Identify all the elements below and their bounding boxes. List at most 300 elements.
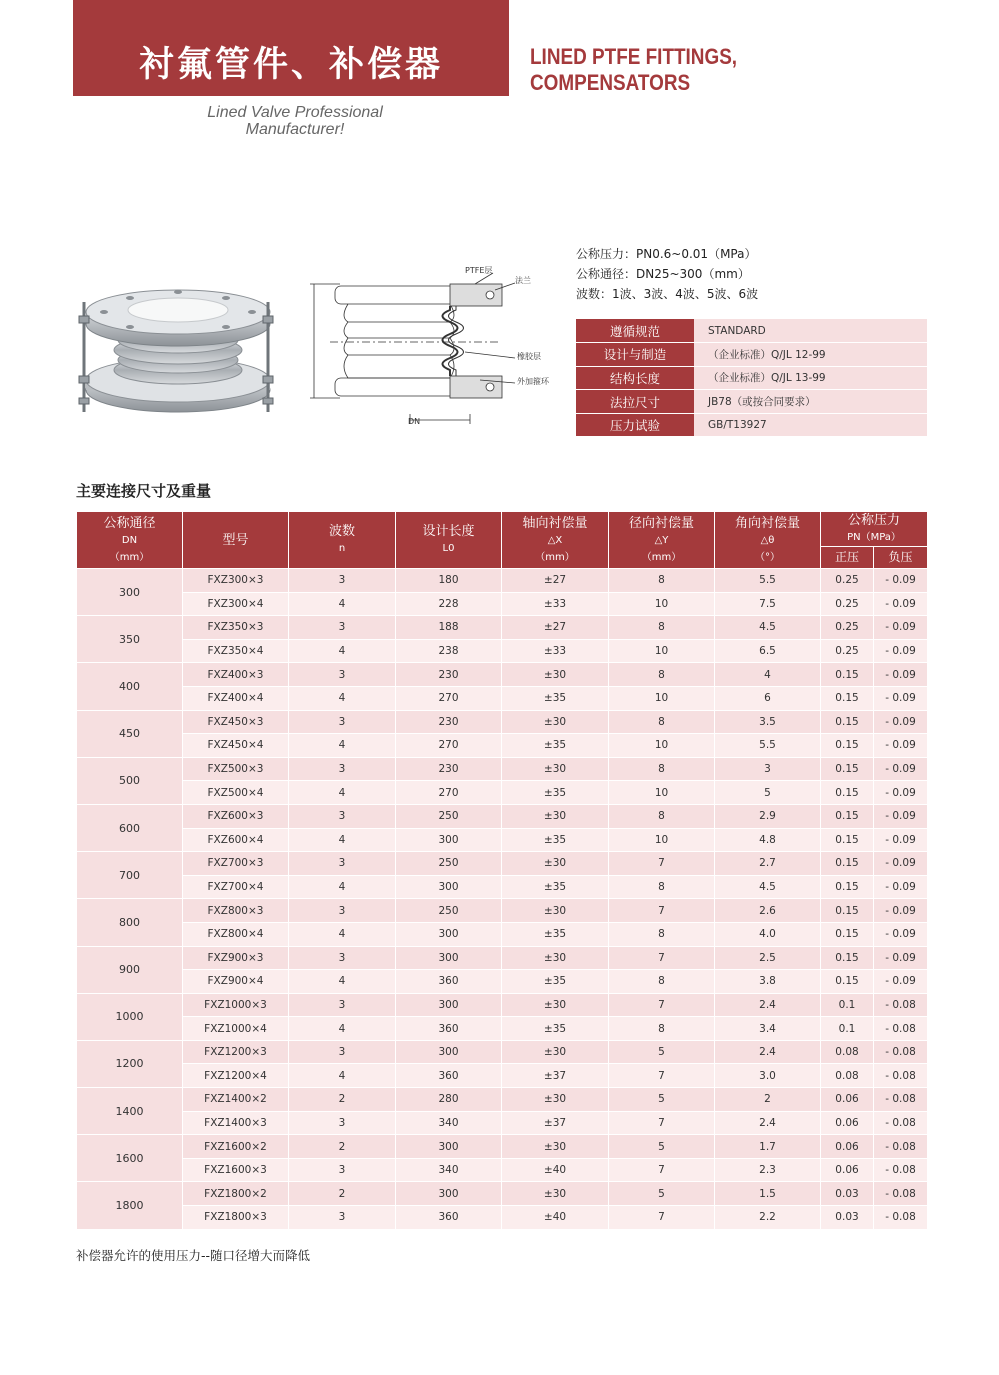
standards-value: （企业标准）Q/JL 12-99: [694, 343, 927, 367]
cell-length: 228: [396, 592, 502, 616]
cell-waves: 3: [289, 663, 396, 687]
cell-waves: 3: [289, 616, 396, 640]
cell-dn: 1200: [77, 1040, 183, 1087]
cell-radial: 7: [609, 946, 715, 970]
header-angular: [715, 512, 821, 569]
standards-value: （企业标准）Q/JL 13-99: [694, 366, 927, 390]
cell-pn-negative: - 0.08: [874, 1040, 928, 1064]
cell-pn-positive: 0.25: [821, 639, 874, 663]
cell-axial: ±37: [502, 1111, 609, 1135]
cell-pn-positive: 0.03: [821, 1182, 874, 1206]
header-axial-3: （mm）: [535, 551, 575, 563]
cell-waves: 2: [289, 1088, 396, 1112]
table-row: [77, 804, 928, 828]
table-row: [77, 757, 928, 781]
cell-length: 250: [396, 804, 502, 828]
flange-label: 法兰: [515, 276, 531, 285]
cell-angular: 2.4: [715, 993, 821, 1017]
cell-waves: 4: [289, 1017, 396, 1041]
cell-waves: 3: [289, 1040, 396, 1064]
cell-length: 188: [396, 616, 502, 640]
cell-model: FXZ900×3: [183, 946, 289, 970]
cell-dn: 1000: [77, 993, 183, 1040]
cell-axial: ±30: [502, 993, 609, 1017]
table-row: [77, 1064, 928, 1088]
standards-table: [576, 319, 927, 437]
cell-angular: 2.6: [715, 899, 821, 923]
table-row: [77, 1182, 928, 1206]
cell-pn-negative: - 0.09: [874, 734, 928, 758]
table-row: [77, 686, 928, 710]
cell-pn-negative: - 0.08: [874, 1111, 928, 1135]
header-pn-1: 公称压力: [848, 513, 901, 528]
cell-radial: 7: [609, 1206, 715, 1230]
cell-waves: 3: [289, 899, 396, 923]
header-waves-1: 波数: [328, 524, 355, 539]
cell-waves: 3: [289, 569, 396, 593]
table-row: [77, 852, 928, 876]
cell-pn-positive: 0.15: [821, 852, 874, 876]
cell-angular: 3.5: [715, 710, 821, 734]
cell-model: FXZ1600×2: [183, 1135, 289, 1159]
cell-axial: ±37: [502, 1064, 609, 1088]
cell-radial: 8: [609, 970, 715, 994]
cell-angular: 2.4: [715, 1040, 821, 1064]
cell-model: FXZ800×4: [183, 922, 289, 946]
dimensions-table-body: [77, 569, 928, 1230]
cell-dn: 1600: [77, 1135, 183, 1182]
cell-pn-negative: - 0.08: [874, 1206, 928, 1230]
cell-pn-negative: - 0.09: [874, 663, 928, 687]
cell-angular: 2.4: [715, 1111, 821, 1135]
cell-radial: 10: [609, 686, 715, 710]
table-row: [77, 1206, 928, 1230]
cell-dn: 700: [77, 852, 183, 899]
cell-waves: 4: [289, 592, 396, 616]
cell-length: 250: [396, 852, 502, 876]
cell-angular: 3.0: [715, 1064, 821, 1088]
header-waves-2: n: [338, 543, 346, 554]
cell-radial: 10: [609, 592, 715, 616]
cell-axial: ±27: [502, 569, 609, 593]
cell-pn-negative: - 0.09: [874, 639, 928, 663]
cell-angular: 2.9: [715, 804, 821, 828]
english-title-line-2: COMPENSATORS: [530, 70, 691, 95]
cell-angular: 3.4: [715, 1017, 821, 1041]
header-axial-2: △X: [547, 534, 563, 546]
cell-radial: 5: [609, 1135, 715, 1159]
cell-pn-negative: - 0.09: [874, 616, 928, 640]
cell-length: 270: [396, 781, 502, 805]
cell-length: 340: [396, 1111, 502, 1135]
cell-waves: 3: [289, 1111, 396, 1135]
cell-radial: 8: [609, 875, 715, 899]
standards-row: [576, 319, 927, 343]
cell-pn-positive: 0.1: [821, 1017, 874, 1041]
cell-pn-positive: 0.15: [821, 781, 874, 805]
cell-pn-negative: - 0.09: [874, 828, 928, 852]
dn-label: DN: [408, 417, 421, 426]
cell-pn-positive: 0.06: [821, 1111, 874, 1135]
cell-angular: 4: [715, 663, 821, 687]
cell-axial: ±35: [502, 922, 609, 946]
cell-model: FXZ1800×2: [183, 1182, 289, 1206]
cell-length: 300: [396, 1040, 502, 1064]
cell-pn-positive: 0.08: [821, 1064, 874, 1088]
table-row: [77, 1040, 928, 1064]
cell-dn: 1800: [77, 1182, 183, 1229]
cell-pn-negative: - 0.09: [874, 686, 928, 710]
cell-axial: ±35: [502, 875, 609, 899]
cell-model: FXZ350×4: [183, 639, 289, 663]
standards-key: 法拉尺寸: [576, 390, 694, 414]
cell-pn-positive: 0.03: [821, 1206, 874, 1230]
header-model: 型号: [183, 512, 289, 569]
cell-angular: 2.3: [715, 1158, 821, 1182]
cell-waves: 3: [289, 804, 396, 828]
cell-radial: 7: [609, 1158, 715, 1182]
cell-pn-negative: - 0.08: [874, 993, 928, 1017]
cell-waves: 3: [289, 710, 396, 734]
cell-pn-negative: - 0.09: [874, 781, 928, 805]
table-row: [77, 1017, 928, 1041]
cell-axial: ±30: [502, 1040, 609, 1064]
header-radial-2: △Y: [654, 534, 669, 546]
cell-model: FXZ300×4: [183, 592, 289, 616]
cell-angular: 6: [715, 686, 821, 710]
cell-radial: 10: [609, 734, 715, 758]
table-row: [77, 592, 928, 616]
cell-model: FXZ1200×4: [183, 1064, 289, 1088]
cell-pn-negative: - 0.09: [874, 852, 928, 876]
slogan-line-2: Manufacturer!: [245, 121, 345, 138]
header-waves: [289, 512, 396, 569]
cell-angular: 4.5: [715, 616, 821, 640]
cell-length: 230: [396, 663, 502, 687]
cell-pn-negative: - 0.09: [874, 592, 928, 616]
standards-value: GB/T13927: [694, 413, 927, 437]
table-row: [77, 734, 928, 758]
spec-lines: [576, 244, 758, 304]
cell-axial: ±27: [502, 616, 609, 640]
cell-waves: 3: [289, 946, 396, 970]
cell-model: FXZ400×4: [183, 686, 289, 710]
cell-length: 230: [396, 710, 502, 734]
cell-axial: ±35: [502, 970, 609, 994]
outer-ring-label: 外加箍环: [517, 377, 549, 386]
cell-angular: 2.7: [715, 852, 821, 876]
cell-axial: ±30: [502, 804, 609, 828]
cell-radial: 7: [609, 993, 715, 1017]
english-title-line-1: LINED PTFE FITTINGS,: [530, 44, 738, 69]
cell-pn-positive: 0.15: [821, 875, 874, 899]
cell-length: 238: [396, 639, 502, 663]
cell-waves: 3: [289, 757, 396, 781]
dimensions-table: [76, 511, 928, 1230]
cell-axial: ±35: [502, 734, 609, 758]
cell-waves: 4: [289, 734, 396, 758]
cell-radial: 7: [609, 899, 715, 923]
cell-radial: 5: [609, 1088, 715, 1112]
table-row: [77, 1135, 928, 1159]
cell-model: FXZ900×4: [183, 970, 289, 994]
cell-radial: 7: [609, 1064, 715, 1088]
header-radial-1: 径向衬偿量: [628, 515, 694, 531]
cell-pn-negative: - 0.08: [874, 1017, 928, 1041]
cell-pn-negative: - 0.09: [874, 899, 928, 923]
cell-length: 270: [396, 734, 502, 758]
title-band: [73, 0, 509, 96]
section-drawing: [300, 262, 575, 432]
english-title: [530, 44, 737, 96]
header-dn-3: （mm）: [109, 551, 150, 563]
cell-pn-positive: 0.15: [821, 663, 874, 687]
cell-waves: 4: [289, 686, 396, 710]
cell-model: FXZ450×4: [183, 734, 289, 758]
cell-radial: 10: [609, 828, 715, 852]
section-title: 主要连接尺寸及重量: [76, 482, 212, 500]
cell-pn-positive: 0.15: [821, 804, 874, 828]
table-row: [77, 828, 928, 852]
cell-pn-negative: - 0.09: [874, 757, 928, 781]
cell-model: FXZ800×3: [183, 899, 289, 923]
cell-axial: ±30: [502, 757, 609, 781]
header-pn-2: PN（MPa）: [847, 532, 901, 543]
ptfe-layer-label: PTFE层: [465, 266, 493, 275]
cell-pn-negative: - 0.09: [874, 970, 928, 994]
table-row: [77, 946, 928, 970]
cell-length: 360: [396, 1064, 502, 1088]
cell-model: FXZ1800×3: [183, 1206, 289, 1230]
cell-radial: 5: [609, 1040, 715, 1064]
cell-waves: 3: [289, 1158, 396, 1182]
cell-waves: 4: [289, 922, 396, 946]
cell-pn-positive: 0.06: [821, 1158, 874, 1182]
cell-length: 230: [396, 757, 502, 781]
cell-angular: 7.5: [715, 592, 821, 616]
cell-length: 300: [396, 1135, 502, 1159]
cell-model: FXZ500×4: [183, 781, 289, 805]
cell-axial: ±30: [502, 710, 609, 734]
cell-axial: ±33: [502, 592, 609, 616]
cell-angular: 1.5: [715, 1182, 821, 1206]
cell-radial: 7: [609, 852, 715, 876]
table-row: [77, 781, 928, 805]
cell-axial: ±30: [502, 663, 609, 687]
cell-axial: ±35: [502, 1017, 609, 1041]
cell-radial: 8: [609, 922, 715, 946]
cell-pn-positive: 0.15: [821, 710, 874, 734]
cell-axial: ±33: [502, 639, 609, 663]
cell-angular: 4.8: [715, 828, 821, 852]
cell-length: 250: [396, 899, 502, 923]
cell-axial: ±30: [502, 899, 609, 923]
cell-waves: 4: [289, 828, 396, 852]
header-angular-1: 角向衬偿量: [734, 515, 800, 531]
cell-pn-positive: 0.15: [821, 828, 874, 852]
cell-angular: 4.0: [715, 922, 821, 946]
cell-radial: 8: [609, 1017, 715, 1041]
cell-radial: 8: [609, 710, 715, 734]
cell-waves: 3: [289, 993, 396, 1017]
cell-angular: 5.5: [715, 569, 821, 593]
cell-axial: ±35: [502, 686, 609, 710]
spec-diameter: 公称通径：DN25~300（mm）: [576, 267, 750, 281]
cell-dn: 600: [77, 804, 183, 851]
cell-length: 300: [396, 922, 502, 946]
cell-model: FXZ300×3: [183, 569, 289, 593]
cell-model: FXZ1200×3: [183, 1040, 289, 1064]
cell-axial: ±35: [502, 828, 609, 852]
cell-pn-positive: 0.15: [821, 734, 874, 758]
standards-row: [576, 390, 927, 414]
cell-angular: 6.5: [715, 639, 821, 663]
standards-row: [576, 413, 927, 437]
cell-pn-positive: 0.15: [821, 686, 874, 710]
cell-axial: ±40: [502, 1158, 609, 1182]
cell-model: FXZ1000×4: [183, 1017, 289, 1041]
cell-dn: 400: [77, 663, 183, 710]
cell-length: 180: [396, 569, 502, 593]
slogan-line-1: Lined Valve Professional: [207, 104, 383, 121]
header-negative: 负压: [874, 547, 928, 569]
cell-waves: 4: [289, 639, 396, 663]
spec-pressure: 公称压力：PN0.6~0.01（MPa）: [576, 247, 757, 261]
table-row: [77, 875, 928, 899]
table-row: [77, 1088, 928, 1112]
cell-angular: 2.5: [715, 946, 821, 970]
header-length-1: 设计长度: [422, 524, 475, 539]
cell-dn: 350: [77, 616, 183, 663]
cell-pn-positive: 0.15: [821, 946, 874, 970]
cell-length: 300: [396, 993, 502, 1017]
cell-length: 270: [396, 686, 502, 710]
table-row: [77, 639, 928, 663]
standards-key: 结构长度: [576, 366, 694, 390]
cell-model: FXZ400×3: [183, 663, 289, 687]
cell-pn-positive: 0.15: [821, 970, 874, 994]
table-row: [77, 569, 928, 593]
cell-radial: 8: [609, 616, 715, 640]
cell-length: 300: [396, 828, 502, 852]
cell-length: 300: [396, 875, 502, 899]
cell-pn-negative: - 0.09: [874, 804, 928, 828]
rubber-layer-label: 橡胶层: [517, 352, 541, 361]
cell-dn: 450: [77, 710, 183, 757]
table-row: [77, 1158, 928, 1182]
cell-axial: ±30: [502, 1088, 609, 1112]
cell-radial: 8: [609, 757, 715, 781]
header-pn: [821, 512, 928, 547]
slogan: [195, 104, 395, 138]
header-axial: [502, 512, 609, 569]
cell-length: 280: [396, 1088, 502, 1112]
cell-axial: ±40: [502, 1206, 609, 1230]
cell-dn: 800: [77, 899, 183, 946]
cell-pn-negative: - 0.09: [874, 875, 928, 899]
header-length: [396, 512, 502, 569]
table-row: [77, 1111, 928, 1135]
cell-pn-negative: - 0.09: [874, 946, 928, 970]
cell-model: FXZ600×3: [183, 804, 289, 828]
header-positive: 正压: [821, 547, 874, 569]
cell-length: 360: [396, 1206, 502, 1230]
cell-angular: 5: [715, 781, 821, 805]
standards-value: STANDARD: [694, 319, 927, 343]
cell-pn-negative: - 0.09: [874, 569, 928, 593]
cell-length: 300: [396, 1182, 502, 1206]
header-dn-1: 公称通径: [103, 515, 156, 531]
cell-angular: 1.7: [715, 1135, 821, 1159]
spec-waves: 波数：1波、3波、4波、5波、6波: [576, 287, 759, 301]
cell-model: FXZ350×3: [183, 616, 289, 640]
cell-model: FXZ700×3: [183, 852, 289, 876]
standards-key: 压力试验: [576, 413, 694, 437]
cell-length: 300: [396, 946, 502, 970]
header-axial-1: 轴向衬偿量: [522, 515, 588, 531]
cell-waves: 4: [289, 970, 396, 994]
header-angular-3: （°）: [755, 551, 780, 563]
cell-length: 360: [396, 970, 502, 994]
cell-angular: 2: [715, 1088, 821, 1112]
cell-model: FXZ700×4: [183, 875, 289, 899]
cell-model: FXZ450×3: [183, 710, 289, 734]
cell-radial: 10: [609, 781, 715, 805]
cell-pn-positive: 0.08: [821, 1040, 874, 1064]
footnote: 补偿器允许的使用压力--随口径增大而降低: [76, 1248, 311, 1263]
cell-angular: 4.5: [715, 875, 821, 899]
table-row: [77, 663, 928, 687]
cell-pn-negative: - 0.09: [874, 922, 928, 946]
page-title: 衬氟管件、补偿器: [138, 45, 443, 85]
table-row: [77, 616, 928, 640]
header-angular-2: △θ: [760, 534, 775, 546]
cell-waves: 4: [289, 1064, 396, 1088]
cell-axial: ±30: [502, 1182, 609, 1206]
cell-length: 340: [396, 1158, 502, 1182]
cell-model: FXZ1600×3: [183, 1158, 289, 1182]
cell-pn-negative: - 0.09: [874, 710, 928, 734]
cell-dn: 300: [77, 569, 183, 616]
cell-waves: 2: [289, 1182, 396, 1206]
cell-angular: 3: [715, 757, 821, 781]
cell-waves: 4: [289, 875, 396, 899]
cell-waves: 2: [289, 1135, 396, 1159]
cell-dn: 500: [77, 757, 183, 804]
cell-model: FXZ1400×3: [183, 1111, 289, 1135]
cell-pn-negative: - 0.08: [874, 1158, 928, 1182]
header-radial-3: （mm）: [641, 551, 682, 563]
standards-key: 遵循规范: [576, 319, 694, 343]
cell-pn-positive: 0.06: [821, 1088, 874, 1112]
cell-pn-positive: 0.25: [821, 569, 874, 593]
cell-pn-negative: - 0.08: [874, 1135, 928, 1159]
cell-pn-negative: - 0.08: [874, 1064, 928, 1088]
cell-radial: 8: [609, 663, 715, 687]
cell-radial: 7: [609, 1111, 715, 1135]
table-row: [77, 993, 928, 1017]
cell-pn-positive: 0.15: [821, 922, 874, 946]
cell-radial: 8: [609, 569, 715, 593]
cell-model: FXZ500×3: [183, 757, 289, 781]
standards-value: JB78（或按合同要求）: [694, 390, 927, 414]
table-row: [77, 899, 928, 923]
cell-axial: ±30: [502, 1135, 609, 1159]
cell-model: FXZ1400×2: [183, 1088, 289, 1112]
cell-pn-positive: 0.1: [821, 993, 874, 1017]
standards-row: [576, 343, 927, 367]
standards-row: [576, 366, 927, 390]
